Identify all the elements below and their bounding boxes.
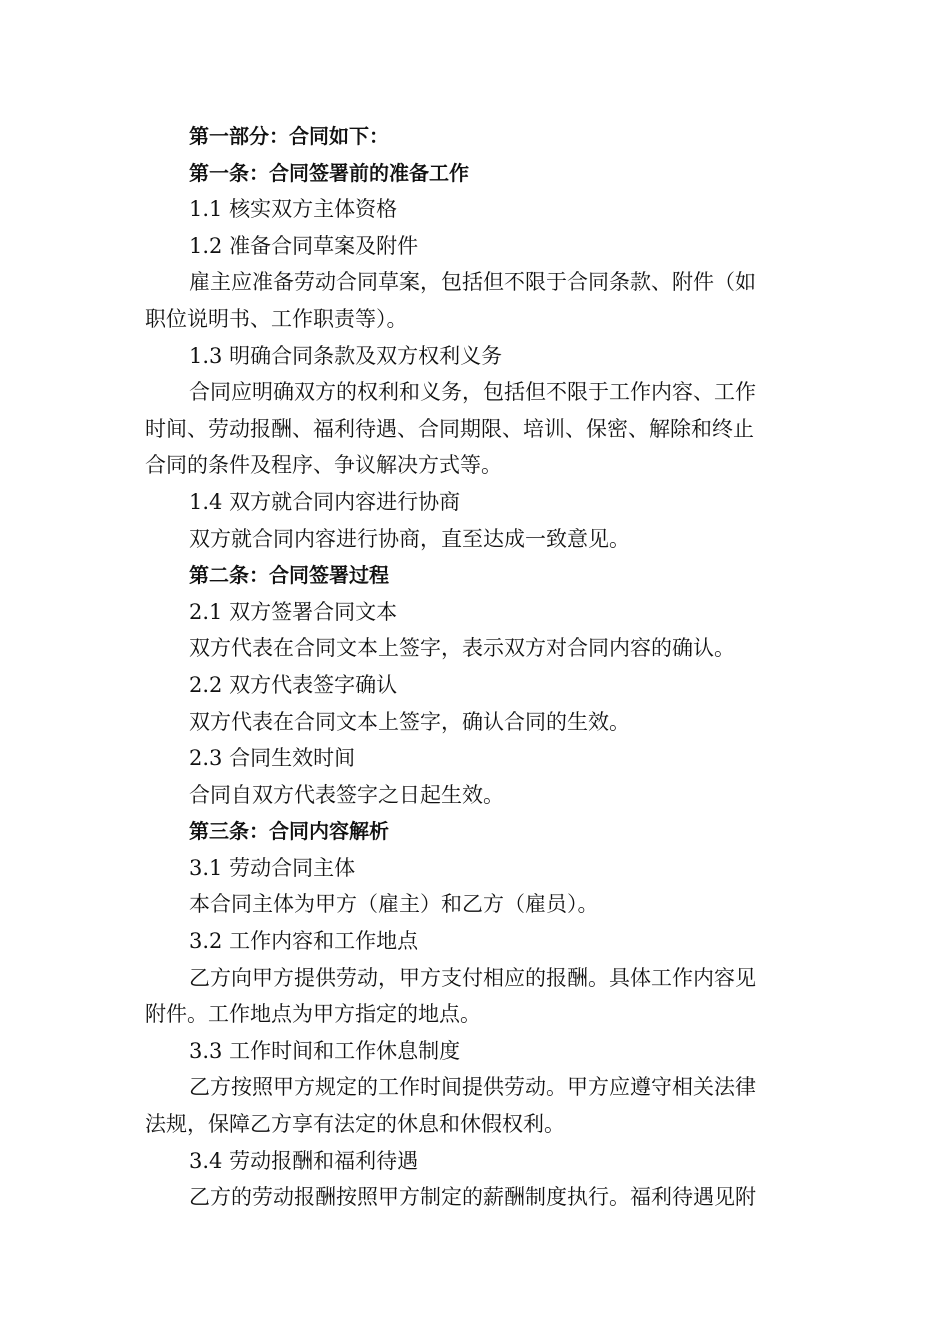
document-line: 1.4 双方就合同内容进行协商	[189, 489, 461, 514]
document-line: 双方就合同内容进行协商，直至达成一致意见。	[189, 526, 630, 551]
document-line: 法规，保障乙方享有法定的休息和休假权利。	[145, 1112, 565, 1137]
document-line: 1.2 准备合同草案及附件	[189, 233, 419, 258]
section-heading: 第一部分：合同如下：	[189, 124, 389, 148]
document-line: 时间、劳动报酬、福利待遇、合同期限、培训、保密、解除和终止	[145, 416, 754, 441]
document-line: 合同自双方代表签字之日起生效。	[189, 782, 504, 807]
document-line: 乙方向甲方提供劳动，甲方支付相应的报酬。具体工作内容见	[189, 965, 756, 990]
document-line: 雇主应准备劳动合同草案，包括但不限于合同条款、附件（如	[189, 270, 756, 295]
document-line: 双方代表在合同文本上签字，确认合同的生效。	[189, 709, 630, 734]
document-line: 双方代表在合同文本上签字，表示双方对合同内容的确认。	[189, 636, 735, 661]
document-line: 乙方的劳动报酬按照甲方制定的薪酬制度执行。福利待遇见附	[189, 1185, 756, 1210]
section-heading: 第一条：合同签署前的准备工作	[189, 160, 469, 185]
document-line: 合同的条件及程序、争议解决方式等。	[145, 453, 502, 478]
document-line: 职位说明书、工作职责等）。	[145, 306, 408, 331]
document-line: 1.3 明确合同条款及双方权利义务	[189, 343, 503, 368]
document-line: 附件。工作地点为甲方指定的地点。	[145, 1002, 481, 1027]
section-heading: 第三条：合同内容解析	[189, 819, 389, 844]
document-line: 合同应明确双方的权利和义务，包括但不限于工作内容、工作	[189, 380, 756, 405]
document-line: 3.3 工作时间和工作休息制度	[189, 1038, 461, 1063]
document-line: 乙方按照甲方规定的工作时间提供劳动。甲方应遵守相关法律	[189, 1075, 756, 1100]
document-line: 3.2 工作内容和工作地点	[189, 929, 419, 954]
document-line: 3.1 劳动合同主体	[189, 855, 356, 880]
document-line: 本合同主体为甲方（雇主）和乙方（雇员）。	[189, 892, 599, 917]
document-body	[145, 118, 811, 1216]
document-line: 2.1 双方签署合同文本	[189, 599, 398, 624]
section-heading: 第二条：合同签署过程	[189, 563, 389, 588]
document-line: 1.1 核实双方主体资格	[189, 197, 398, 222]
document-line: 2.3 合同生效时间	[189, 746, 356, 771]
document-line: 3.4 劳动报酬和福利待遇	[189, 1148, 419, 1173]
document-line: 2.2 双方代表签字确认	[189, 672, 398, 697]
